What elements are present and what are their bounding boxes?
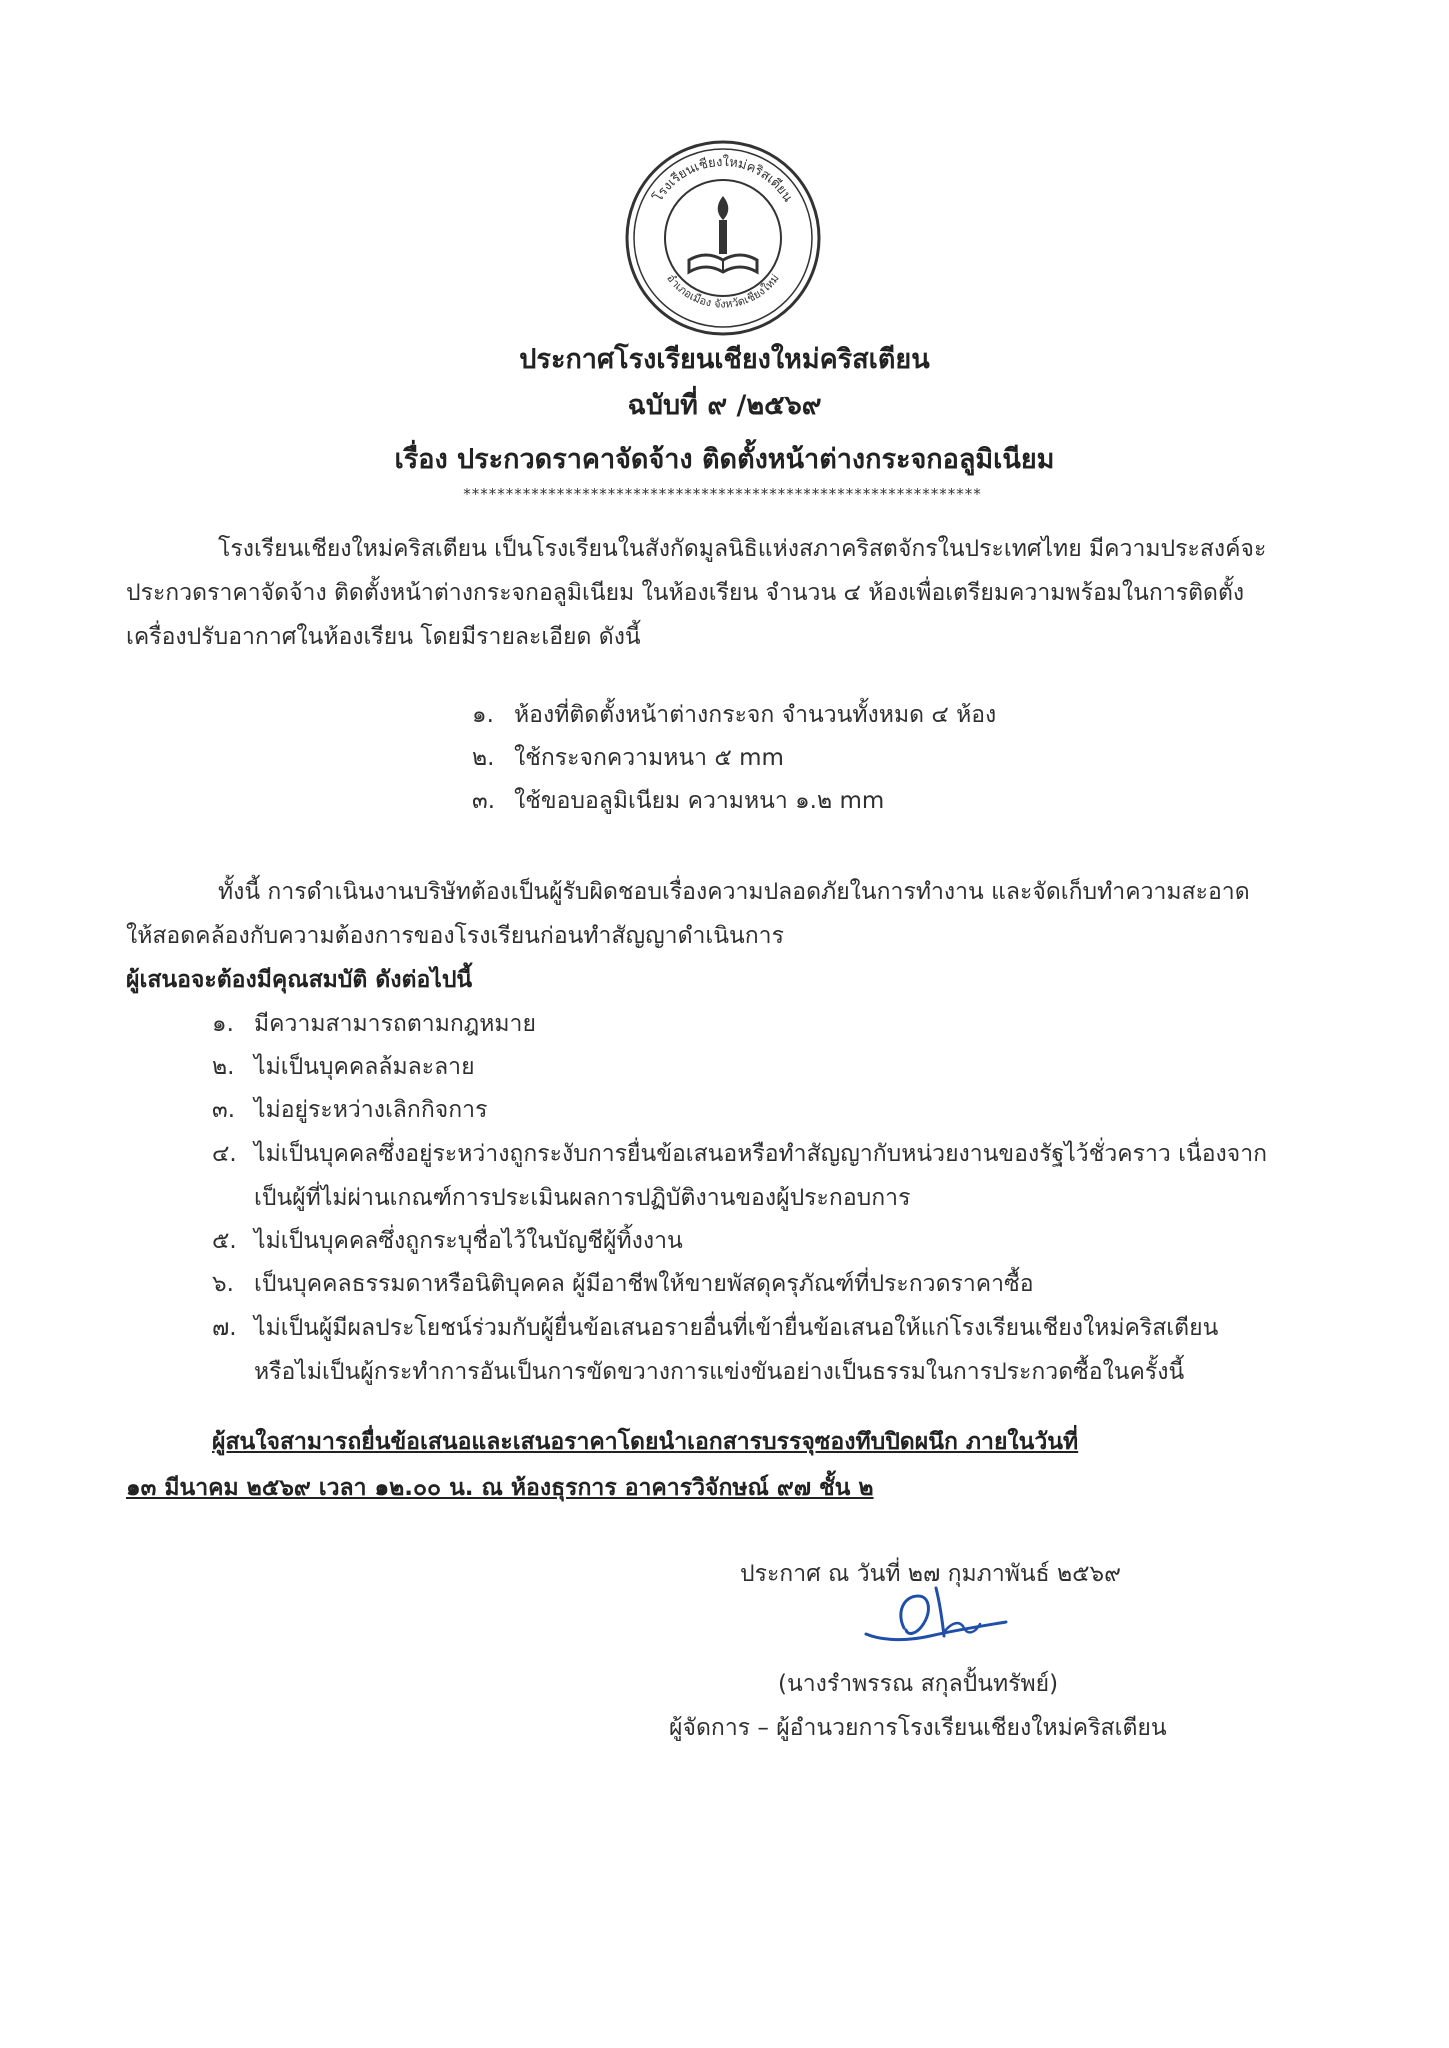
- qualification-item: [212, 1006, 536, 1042]
- qualification-num: ๕.: [212, 1228, 237, 1254]
- signature-image: [860, 1582, 1010, 1654]
- qualification-text: ไม่เป็นบุคคลซึ่งอยู่ระหว่างถูกระงับการยื่นข้อเสนอหรือทำสัญญากับหน่วยงานของรัฐไว้ชั่วคราว เนื่องจาก: [254, 1141, 1268, 1167]
- announce-date: ประกาศ ณ วันที่ ๒๗ กุมภาพันธ์ ๒๕๖๙: [740, 1561, 1121, 1587]
- qualification-num: ๖.: [212, 1271, 234, 1297]
- qualification-text: เป็นบุคคลธรรมดาหรือนิติบุคคล ผู้มีอาชีพให้ขายพัสดุครุภัณฑ์ที่ประกวดราคาซื้อ: [254, 1271, 1034, 1297]
- detail-item: [472, 783, 884, 819]
- separator-line: *************************************************************: [463, 485, 982, 503]
- detail-item: [472, 740, 784, 776]
- qualification-num: ๓.: [212, 1097, 236, 1123]
- detail-item: [472, 697, 996, 733]
- qualification-item: [212, 1136, 1267, 1172]
- conditions-line-2: ให้สอดคล้องกับความต้องการของโรงเรียนก่อนทำสัญญาดำเนินการ: [126, 923, 784, 949]
- qualification-item: [212, 1310, 1218, 1346]
- signer-title: ผู้จัดการ – ผู้อำนวยการโรงเรียนเชียงใหม่คริสเตียน: [669, 1715, 1167, 1741]
- detail-text: ห้องที่ติดตั้งหน้าต่างกระจก จำนวนทั้งหมด ๔ ห้อง: [514, 702, 997, 728]
- qualification-continuation: เป็นผู้ที่ไม่ผ่านเกณฑ์การประเมินผลการปฏิบัติงานของผู้ประกอบการ: [254, 1185, 911, 1211]
- qualification-text: ไม่เป็นบุคคลซึ่งถูกระบุชื่อไว้ในบัญชีผู้ทิ้งงาน: [254, 1228, 683, 1254]
- submission-line-1: ผู้สนใจสามารถยื่นข้อเสนอและเสนอราคาโดยนำเอกสารบรรจุซองทึบปิดผนึก ภายในวันที่: [212, 1429, 1079, 1455]
- qualification-num: ๒.: [212, 1054, 235, 1080]
- qualification-continuation: หรือไม่เป็นผู้กระทำการอันเป็นการขัดขวางการแข่งขันอย่างเป็นธรรมในการประกวดซื้อในครั้งนี้: [254, 1359, 1185, 1385]
- detail-num: ๓.: [472, 788, 496, 814]
- detail-text: ใช้กระจกความหนา ๕ mm: [514, 745, 784, 771]
- seal-bottom-text: อำเภอเมือง จังหวัดเชียงใหม่: [664, 271, 782, 311]
- qualification-item: [212, 1266, 1034, 1302]
- intro-line-2: ประกวดราคาจัดจ้าง ติดตั้งหน้าต่างกระจกอลูมิเนียม ในห้องเรียน จำนวน ๔ ห้องเพื่อเตรียมความพร้อมในการติดตั้ง: [126, 580, 1245, 606]
- school-seal-logo: [623, 138, 823, 338]
- qualification-num: ๑.: [212, 1011, 234, 1037]
- qualification-num: ๗.: [212, 1315, 237, 1341]
- intro-line-1: โรงเรียนเชียงใหม่คริสเตียน เป็นโรงเรียนในสังกัดมูลนิธิแห่งสภาคริสตจักรในประเทศไทย มีความประสงค์จะ: [218, 536, 1267, 562]
- detail-num: ๑.: [472, 702, 494, 728]
- detail-text: ใช้ขอบอลูมิเนียม ความหนา ๑.๒ mm: [514, 788, 885, 814]
- qualifications-heading: ผู้เสนอจะต้องมีคุณสมบัติ ดังต่อไปนี้: [126, 967, 473, 993]
- qualification-text: ไม่เป็นผู้มีผลประโยชน์ร่วมกับผู้ยื่นข้อเสนอรายอื่นที่เข้ายื่นข้อเสนอให้แก่โรงเรียนเชียงใหม่คริสเตียน: [254, 1315, 1219, 1341]
- qualification-item: [212, 1092, 487, 1128]
- qualification-text: ไม่เป็นบุคคลล้มละลาย: [254, 1054, 475, 1080]
- submission-line-2: ๑๓ มีนาคม ๒๕๖๙ เวลา ๑๒.๐๐ น. ณ ห้องธุรการ อาคารวิจักษณ์ ๙๗ ชั้น ๒: [126, 1475, 874, 1501]
- announcement-title: ประกาศโรงเรียนเชียงใหม่คริสเตียน: [519, 344, 930, 375]
- qualification-num: ๔.: [212, 1141, 237, 1167]
- detail-num: ๒.: [472, 745, 495, 771]
- issue-number: ฉบับที่ ๙ /๒๕๖๙: [627, 390, 822, 421]
- intro-line-3: เครื่องปรับอากาศในห้องเรียน โดยมีรายละเอียด ดังนี้: [126, 624, 641, 650]
- seal-top-text: โรงเรียนเชียงใหม่คริสเตียน: [650, 154, 796, 205]
- qualification-text: มีความสามารถตามกฎหมาย: [254, 1011, 536, 1037]
- conditions-line-1: ทั้งนี้ การดำเนินงานบริษัทต้องเป็นผู้รับผิดชอบเรื่องความปลอดภัยในการทำงาน และจัดเก็บทำความสะอาด: [218, 879, 1250, 905]
- torch-book-emblem: [689, 196, 757, 272]
- subject-line: เรื่อง ประกวดราคาจัดจ้าง ติดตั้งหน้าต่างกระจกอลูมิเนียม: [394, 444, 1055, 475]
- qualification-text: ไม่อยู่ระหว่างเลิกกิจการ: [254, 1097, 488, 1123]
- signer-name: (นางรำพรรณ สกุลปั้นทรัพย์): [778, 1671, 1059, 1697]
- qualification-item: [212, 1223, 683, 1259]
- qualification-item: [212, 1049, 475, 1085]
